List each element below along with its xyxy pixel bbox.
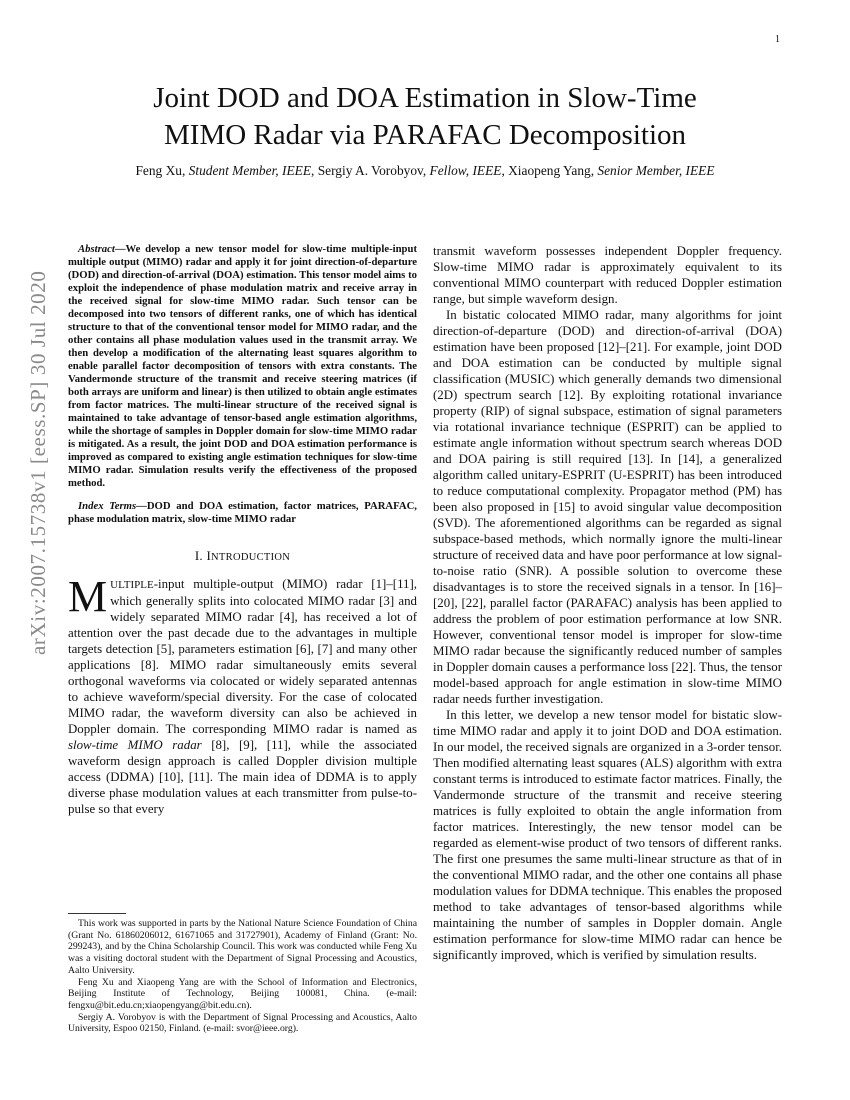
abstract	[68, 243, 417, 526]
introduction-body	[68, 572, 417, 817]
slow-time-mimo-term: slow-time MIMO radar	[68, 738, 202, 752]
footnote-divider	[68, 913, 126, 914]
footnote-funding: This work was supported in parts by the National Nature Science Foundation of China (Grant No. 61860206012, 61671065 and 31727901), Academy of Finland (Grant: No. 299243), and by the China Scholarship Council. This work was conducted while Feng Xu was a visiting doctoral student with the Department of Signal Processing and Acoustics, Aalto University.	[68, 918, 417, 976]
index-terms-text: —DOD and DOA estimation, factor matrices, PARAFAC, phase modulation matrix, slow-time MIMO radar	[68, 500, 417, 525]
left-column	[68, 243, 417, 817]
author-3-name: , Xiaopeng Yang,	[501, 163, 598, 178]
arxiv-identifier-stamp: arXiv:2007.15738v1 [eess.SP] 30 Jul 2020	[26, 270, 50, 655]
author-1-name: Feng Xu,	[135, 163, 189, 178]
author-1-membership: Student Member, IEEE	[188, 163, 311, 178]
index-terms	[68, 500, 417, 526]
index-terms-label: Index Terms	[78, 500, 137, 512]
right-paragraph-related-work: In bistatic colocated MIMO radar, many algorithms for joint direction-of-departure (DOD) and direction-of-arrival (DOA) estimation have been proposed [12]–[21]. For example, joint DOD and DOA estimation can be conducted by multiple signal classification (MUSIC) which generally demands two dimensional (2D) spectrum search [12]. By exploiting rotational invariance property (RIP) of signal subspace, estimation of signal parameters via rotational invariance technique (ESPRIT) can be applied to estimate angle information without spectrum search whereas DOD and DOA pairing is still required [13]. In [14], a generalized algorithm called unitary-ESPRIT (U-ESPRIT) has been introduced to reduce computational complexity. Propagator method (PM) has been also proposed in [15] to avoid singular value decomposition (SVD). The aforementioned algorithms can be regarded as signal subspace-based methods, which normally ignore the multi-linear structure of received data and have poor performance at low signal-to-noise ratio (SNR). A possible solution to overcome these disadvantages is to store the received signals in a tensor. In [16]–[20], [22], parallel factor (PARAFAC) analysis has been applied to address the problem of poor estimation performance at low SNR. However, conventional tensor model is improper for slow-time MIMO radar because the significantly reduced number of samples in Doppler domain causes a performance loss [22]. Thus, the tensor model-based approach for angle estimation in slow-time MIMO radar needs further investigation.	[433, 308, 782, 706]
footnotes	[68, 913, 417, 1035]
paper-title	[60, 80, 790, 154]
right-column	[433, 243, 782, 963]
author-2-membership: Fellow, IEEE	[429, 163, 502, 178]
author-3-membership: Senior Member, IEEE	[597, 163, 715, 178]
author-list	[60, 163, 790, 179]
abstract-text: —We develop a new tensor model for slow-time multiple-input multiple output (MIMO) radar and apply it for joint direction-of-departure (DOD) and direction-of-arrival (DOA) estimation. This tensor model aims to exploit the independence of phase modulation matrix and receive array in the received signal for slow-time MIMO radar. Such tensor can be decomposed into two tensors of different ranks, one of which has identical structure to that of the conventional tensor model for MIMO radar, and the other contains all phase modulation values used in the transmit array. We then develop a modification of the alternating least squares algorithm to enable parallel factor decomposition of tensors with extra constants. The Vandermonde structure of the transmit and receive steering matrices (if both arrays are uniform and linear) is then utilized to obtain angle estimates from factor matrices. The multi-linear structure of the received signal is maintained to take advantage of tensor-based angle estimation algorithms, while the shortage of samples in Doppler domain for slow-time MIMO radar is mitigated. As a result, the joint DOD and DOA estimation performance is improved as compared to existing angle estimation techniques for slow-time MIMO radar. Simulation results verify the effectiveness of the proposed method.	[68, 243, 418, 489]
abstract-label: Abstract	[78, 243, 115, 255]
footnote-affiliation-bit: Feng Xu and Xiaopeng Yang are with the School of Information and Electronics, Beijing Institute of Technology, Beijing 100081, China. (e-mail: fengxu@bit.edu.cn;xiaopengyang@bit.edu.cn).	[68, 976, 417, 1011]
title-line-2: MIMO Radar via PARAFAC Decomposition	[164, 119, 686, 151]
title-line-1: Joint DOD and DOA Estimation in Slow-Time	[153, 82, 697, 114]
author-2-name: , Sergiy A. Vorobyov,	[311, 163, 430, 178]
drop-cap-letter: M	[68, 572, 108, 621]
footnote-affiliation-aalto: Sergiy A. Vorobyov is with the Department of Signal Processing and Acoustics, Aalto University, Espoo 02150, Finland. (e-mail: svor@ieee.org).	[68, 1011, 417, 1035]
right-paragraph-continued: transmit waveform possesses independent Doppler frequency. Slow-time MIMO radar is approximately equivalent to its conventional MIMO counterpart with reduced Doppler estimation range, but simple waveform design.	[433, 244, 782, 306]
page-number: 1	[775, 34, 780, 45]
intro-paragraph-1: MULTIPLE-input multiple-output (MIMO) radar [1]–[11], which generally splits into colocated MIMO radar [3] and widely separated MIMO radar [4], has received a lot of attention over the past decade due to the advantages in multiple targets detection [5], parameters estimation [6], [7] and many other applications [8]. MIMO radar simultaneously emits several orthogonal waveforms via colocated or widely separated antennas to achieve waveform/special diversity. For the case of colocated MIMO radar, the waveform diversity can also be achieved in Doppler domain. The corresponding MIMO radar is named as slow-time MIMO radar [8], [9], [11], while the associated waveform design approach is called Doppler division multiple access (DDMA) [10], [11]. The main idea of DDMA is to apply diverse phase modulation values at each transmitter from pulse-to-pulse so that every	[68, 572, 417, 816]
right-paragraph-contribution: In this letter, we develop a new tensor model for bistatic slow-time MIMO radar and apply it to joint DOD and DOA estimation. In our model, the received signals are organized in a 3-order tensor. Then modified alternating least squares (ALS) algorithm with extra constant terms is introduced to estimate factor matrices. Finally, the Vandermonde structure of the transmit and receive steering matrices is fully exploited to obtain the angle information from factor matrices. Interestingly, the new tensor model can be regarded as element-wise product of two tensors of different ranks. The first one presumes the same multi-linear structure as that of in the conventional MIMO radar, and the other one contains all phase modulation values for DDMA technique. This enables the proposed method to take advantages of tensor-based algorithms while maintaining the number of samples in Doppler domain. Angle estimation performance for slow-time MIMO radar can hence be significantly improved, which is verified by simulation results.	[433, 708, 782, 962]
section-heading-introduction: I. INTRODUCTION	[194, 549, 291, 563]
